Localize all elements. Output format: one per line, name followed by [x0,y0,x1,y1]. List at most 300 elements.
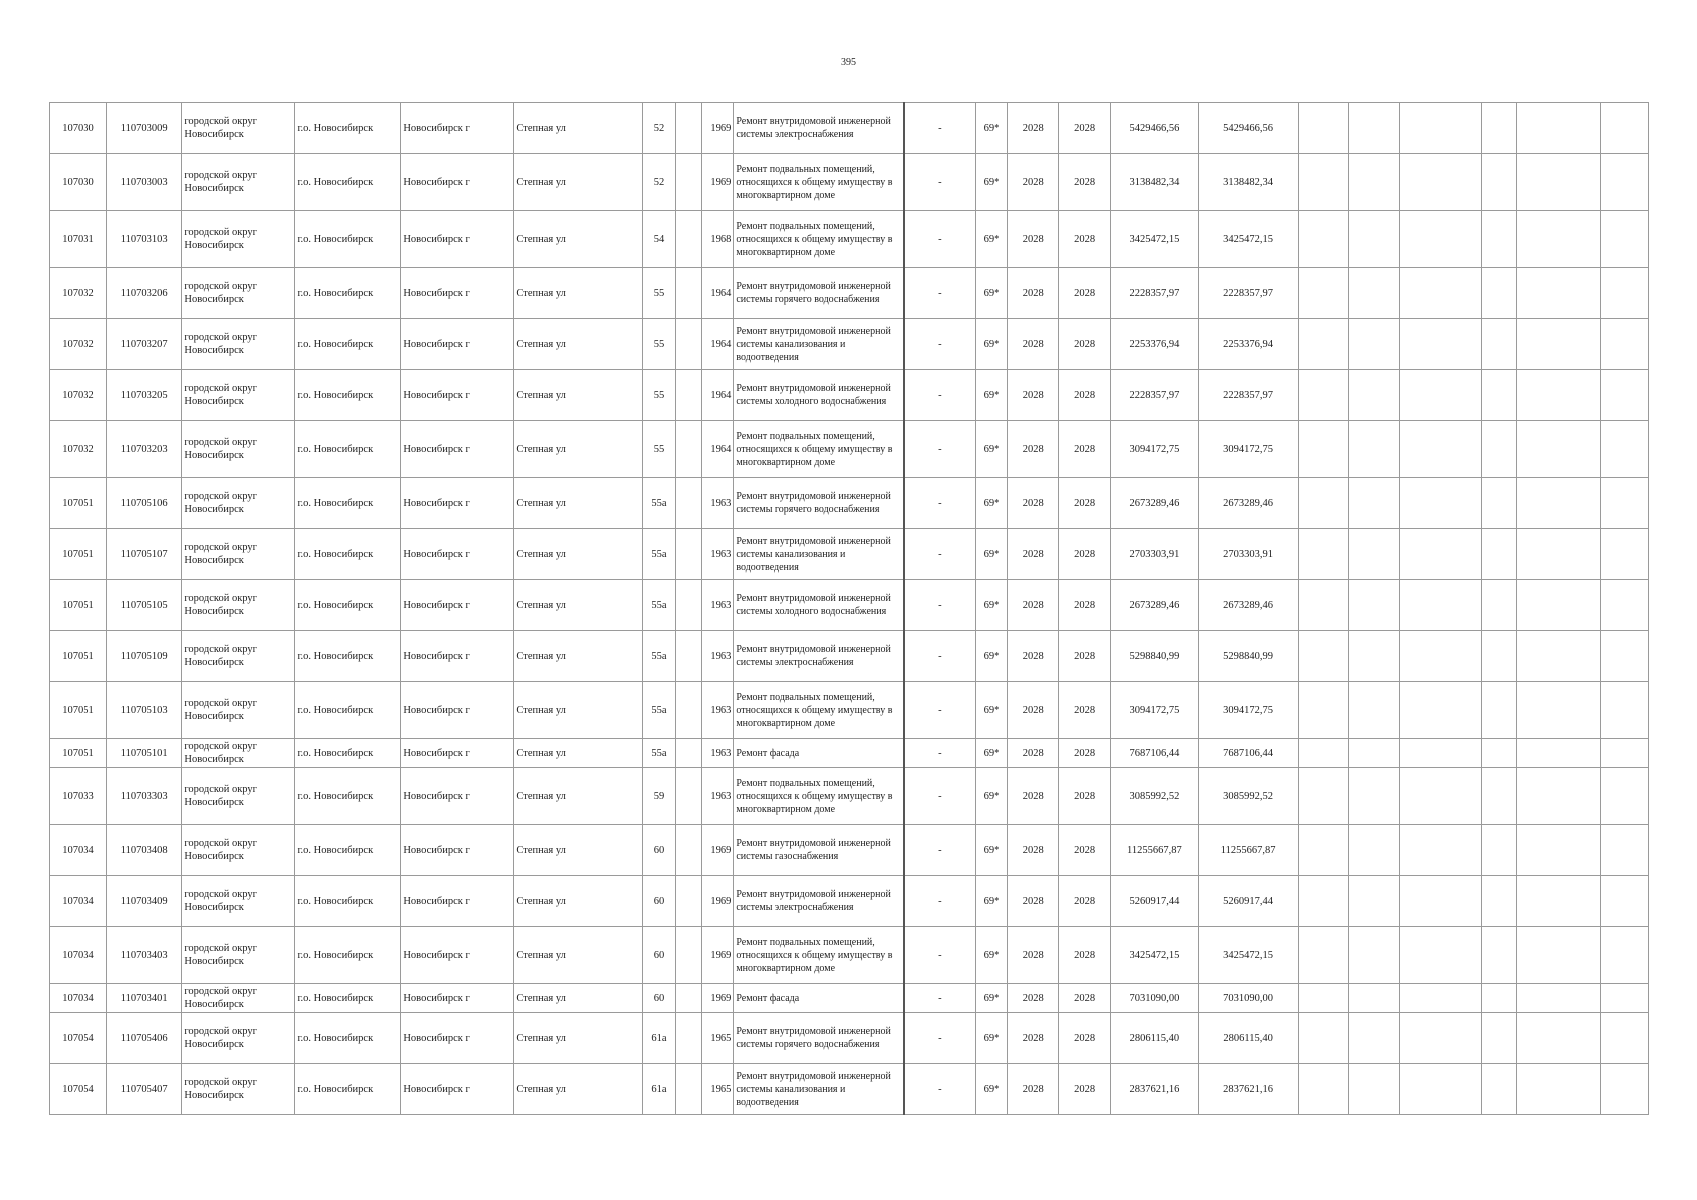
row-city: Новосибирск г [401,580,514,631]
row-city: Новосибирск г [401,927,514,984]
row-year-start: 2028 [1008,927,1059,984]
row-id: 107032 [50,319,107,370]
row-year: 1969 [701,927,734,984]
row-empty [1481,370,1517,421]
row-year-end: 2028 [1059,631,1111,682]
row-empty [1298,103,1349,154]
row-empty [1349,103,1400,154]
row-year: 1963 [701,478,734,529]
row-city: Новосибирск г [401,370,514,421]
row-num: 69* [975,984,1008,1013]
row-empty [1517,876,1601,927]
row-work: Ремонт фасада [734,984,904,1013]
row-year-end: 2028 [1059,529,1111,580]
row-work: Ремонт внутридомовой инженерной системы горячего водоснабжения [734,1013,904,1064]
row-empty [1600,154,1648,211]
row-year: 1964 [701,268,734,319]
row-empty [1481,768,1517,825]
row-empty [1481,103,1517,154]
row-empty [1400,984,1481,1013]
row-work: Ремонт внутридомовой инженерной системы холодного водоснабжения [734,370,904,421]
row-year-end: 2028 [1059,580,1111,631]
table-row [50,268,1649,319]
row-cost-total: 3138482,34 [1198,154,1298,211]
row-empty [1600,268,1648,319]
row-cost-total: 2228357,97 [1198,370,1298,421]
row-num: 69* [975,421,1008,478]
row-dash: - [904,580,975,631]
row-empty [1481,1013,1517,1064]
row-empty [1481,1064,1517,1115]
row-cost: 11255667,87 [1111,825,1199,876]
row-empty [1349,927,1400,984]
row-empty [1481,739,1517,768]
row-work: Ремонт внутридомовой инженерной системы канализования и водоотведения [734,529,904,580]
row-num: 69* [975,876,1008,927]
row-num: 69* [975,768,1008,825]
row-cost-total: 3094172,75 [1198,421,1298,478]
row-code: 110703003 [107,154,182,211]
row-empty [1349,984,1400,1013]
row-id: 107032 [50,268,107,319]
row-code: 110705103 [107,682,182,739]
row-year-start: 2028 [1008,682,1059,739]
row-municipality: г.о. Новосибирск [295,580,401,631]
row-num: 69* [975,154,1008,211]
row-municipality: г.о. Новосибирск [295,825,401,876]
row-house: 55а [642,529,676,580]
row-cost: 7031090,00 [1111,984,1199,1013]
row-empty [1400,768,1481,825]
row-empty [1349,1013,1400,1064]
row-empty [1517,478,1601,529]
row-district: городской округ Новосибирск [182,927,295,984]
row-empty [1600,739,1648,768]
row-empty [1517,529,1601,580]
row-id: 107051 [50,739,107,768]
row-empty [1517,103,1601,154]
row-id: 107051 [50,580,107,631]
row-empty [1349,370,1400,421]
row-empty [676,876,701,927]
row-work: Ремонт подвальных помещений, относящихся к общему имуществу в многоквартирном доме [734,421,904,478]
row-cost: 3138482,34 [1111,154,1199,211]
row-year-start: 2028 [1008,319,1059,370]
row-cost-total: 2806115,40 [1198,1013,1298,1064]
row-street: Степная ул [514,103,642,154]
row-empty [1349,478,1400,529]
row-district: городской округ Новосибирск [182,154,295,211]
row-dash: - [904,682,975,739]
row-year-end: 2028 [1059,1013,1111,1064]
row-empty [1400,319,1481,370]
row-year: 1963 [701,631,734,682]
row-year: 1963 [701,580,734,631]
row-empty [1349,529,1400,580]
row-cost-total: 5429466,56 [1198,103,1298,154]
row-cost: 2228357,97 [1111,370,1199,421]
table-row [50,1064,1649,1115]
row-cost-total: 2228357,97 [1198,268,1298,319]
row-empty [1481,154,1517,211]
row-empty [1400,1013,1481,1064]
row-id: 107034 [50,927,107,984]
row-year: 1964 [701,421,734,478]
row-street: Степная ул [514,319,642,370]
row-street: Степная ул [514,1064,642,1115]
row-empty [1481,268,1517,319]
table-row [50,1013,1649,1064]
table-row [50,154,1649,211]
row-work: Ремонт внутридомовой инженерной системы электроснабжения [734,876,904,927]
row-code: 110705106 [107,478,182,529]
row-empty [1400,268,1481,319]
row-city: Новосибирск г [401,984,514,1013]
row-house: 54 [642,211,676,268]
table-row [50,876,1649,927]
row-city: Новосибирск г [401,478,514,529]
row-num: 69* [975,370,1008,421]
row-empty [1517,1013,1601,1064]
row-year-start: 2028 [1008,1064,1059,1115]
table-row [50,984,1649,1013]
row-cost: 2228357,97 [1111,268,1199,319]
row-city: Новосибирск г [401,876,514,927]
row-empty [1349,631,1400,682]
row-municipality: г.о. Новосибирск [295,682,401,739]
row-code: 110703303 [107,768,182,825]
row-municipality: г.о. Новосибирск [295,739,401,768]
row-municipality: г.о. Новосибирск [295,154,401,211]
row-id: 107051 [50,529,107,580]
row-empty [1349,211,1400,268]
row-year: 1968 [701,211,734,268]
row-city: Новосибирск г [401,154,514,211]
row-code: 110705406 [107,1013,182,1064]
row-id: 107030 [50,103,107,154]
row-municipality: г.о. Новосибирск [295,876,401,927]
row-empty [1481,580,1517,631]
row-dash: - [904,1064,975,1115]
table-row [50,825,1649,876]
row-empty [1298,927,1349,984]
row-empty [1400,682,1481,739]
row-work: Ремонт внутридомовой инженерной системы электроснабжения [734,103,904,154]
row-empty [1400,370,1481,421]
row-empty [1298,268,1349,319]
row-empty [1600,370,1648,421]
row-municipality: г.о. Новосибирск [295,370,401,421]
row-year-start: 2028 [1008,370,1059,421]
row-empty [1349,154,1400,211]
row-municipality: г.о. Новосибирск [295,631,401,682]
row-empty [1400,211,1481,268]
row-empty [1517,631,1601,682]
row-empty [1600,631,1648,682]
row-empty [1600,825,1648,876]
row-id: 107032 [50,370,107,421]
row-cost: 7687106,44 [1111,739,1199,768]
row-work: Ремонт внутридомовой инженерной системы холодного водоснабжения [734,580,904,631]
row-year-start: 2028 [1008,268,1059,319]
row-work: Ремонт внутридомовой инженерной системы электроснабжения [734,631,904,682]
row-work: Ремонт фасада [734,739,904,768]
row-code: 110705109 [107,631,182,682]
row-dash: - [904,478,975,529]
row-empty [1481,211,1517,268]
row-cost: 5429466,56 [1111,103,1199,154]
row-empty [1298,984,1349,1013]
row-house: 61а [642,1064,676,1115]
row-num: 69* [975,739,1008,768]
row-house: 55а [642,478,676,529]
row-empty [1298,529,1349,580]
row-year-start: 2028 [1008,876,1059,927]
row-district: городской округ Новосибирск [182,529,295,580]
row-empty [676,154,701,211]
row-district: городской округ Новосибирск [182,211,295,268]
row-num: 69* [975,631,1008,682]
row-empty [676,631,701,682]
row-work: Ремонт внутридомовой инженерной системы газоснабжения [734,825,904,876]
row-empty [1517,984,1601,1013]
row-year-start: 2028 [1008,154,1059,211]
row-city: Новосибирск г [401,768,514,825]
row-code: 110705407 [107,1064,182,1115]
row-empty [1298,631,1349,682]
row-empty [1600,876,1648,927]
row-year-end: 2028 [1059,876,1111,927]
row-cost-total: 3425472,15 [1198,927,1298,984]
row-city: Новосибирск г [401,631,514,682]
row-work: Ремонт подвальных помещений, относящихся к общему имуществу в многоквартирном доме [734,682,904,739]
row-empty [1600,478,1648,529]
row-empty [1400,421,1481,478]
row-year-end: 2028 [1059,984,1111,1013]
row-house: 55а [642,739,676,768]
row-street: Степная ул [514,211,642,268]
row-empty [1517,1064,1601,1115]
row-empty [1481,825,1517,876]
row-work: Ремонт подвальных помещений, относящихся к общему имуществу в многоквартирном доме [734,154,904,211]
table-row [50,768,1649,825]
row-empty [1298,478,1349,529]
row-municipality: г.о. Новосибирск [295,268,401,319]
row-year: 1969 [701,154,734,211]
row-municipality: г.о. Новосибирск [295,1013,401,1064]
row-code: 110703103 [107,211,182,268]
row-empty [1517,268,1601,319]
row-num: 69* [975,825,1008,876]
table-row [50,682,1649,739]
row-house: 55 [642,319,676,370]
row-city: Новосибирск г [401,268,514,319]
row-year-end: 2028 [1059,370,1111,421]
row-code: 110703409 [107,876,182,927]
table-row [50,631,1649,682]
row-num: 69* [975,927,1008,984]
row-year-end: 2028 [1059,1064,1111,1115]
table-row [50,927,1649,984]
row-district: городской округ Новосибирск [182,825,295,876]
row-dash: - [904,984,975,1013]
row-empty [676,319,701,370]
row-year-end: 2028 [1059,825,1111,876]
row-cost-total: 7031090,00 [1198,984,1298,1013]
row-empty [1298,1064,1349,1115]
row-year-start: 2028 [1008,211,1059,268]
row-street: Степная ул [514,984,642,1013]
row-empty [1298,580,1349,631]
row-id: 107030 [50,154,107,211]
row-dash: - [904,529,975,580]
row-cost-total: 3094172,75 [1198,682,1298,739]
row-cost-total: 7687106,44 [1198,739,1298,768]
row-street: Степная ул [514,421,642,478]
row-id: 107051 [50,631,107,682]
row-street: Степная ул [514,876,642,927]
row-empty [1600,1013,1648,1064]
row-city: Новосибирск г [401,825,514,876]
row-empty [676,1013,701,1064]
row-empty [1349,876,1400,927]
row-work: Ремонт внутридомовой инженерной системы горячего водоснабжения [734,478,904,529]
row-num: 69* [975,1013,1008,1064]
row-municipality: г.о. Новосибирск [295,103,401,154]
row-empty [676,739,701,768]
row-empty [1400,580,1481,631]
row-empty [676,370,701,421]
row-empty [676,927,701,984]
row-municipality: г.о. Новосибирск [295,1064,401,1115]
row-empty [1481,421,1517,478]
row-street: Степная ул [514,631,642,682]
row-id: 107034 [50,876,107,927]
row-dash: - [904,876,975,927]
row-cost: 3094172,75 [1111,421,1199,478]
row-empty [1400,825,1481,876]
row-city: Новосибирск г [401,1013,514,1064]
row-empty [1298,319,1349,370]
page-number: 395 [841,57,856,68]
row-house: 55 [642,370,676,421]
row-empty [1517,580,1601,631]
row-house: 52 [642,103,676,154]
row-empty [1600,103,1648,154]
row-district: городской округ Новосибирск [182,768,295,825]
row-empty [1349,739,1400,768]
row-cost-total: 11255667,87 [1198,825,1298,876]
row-municipality: г.о. Новосибирск [295,529,401,580]
row-year: 1963 [701,739,734,768]
row-dash: - [904,268,975,319]
row-num: 69* [975,580,1008,631]
row-cost: 3425472,15 [1111,927,1199,984]
row-empty [1298,421,1349,478]
row-house: 60 [642,825,676,876]
row-empty [1517,319,1601,370]
row-id: 107033 [50,768,107,825]
row-dash: - [904,1013,975,1064]
row-city: Новосибирск г [401,211,514,268]
row-empty [1400,154,1481,211]
row-cost: 2673289,46 [1111,580,1199,631]
row-empty [1349,682,1400,739]
row-street: Степная ул [514,739,642,768]
row-empty [1298,876,1349,927]
row-cost: 3085992,52 [1111,768,1199,825]
row-num: 69* [975,319,1008,370]
row-cost-total: 2703303,91 [1198,529,1298,580]
row-empty [1600,768,1648,825]
table-row [50,370,1649,421]
row-year-end: 2028 [1059,682,1111,739]
row-city: Новосибирск г [401,739,514,768]
row-year-end: 2028 [1059,154,1111,211]
row-street: Степная ул [514,1013,642,1064]
row-year-start: 2028 [1008,421,1059,478]
row-empty [1481,682,1517,739]
row-year: 1963 [701,529,734,580]
row-empty [1517,768,1601,825]
row-year-end: 2028 [1059,319,1111,370]
row-district: городской округ Новосибирск [182,478,295,529]
row-municipality: г.о. Новосибирск [295,319,401,370]
row-empty [1400,103,1481,154]
row-year-start: 2028 [1008,631,1059,682]
row-empty [1481,631,1517,682]
row-cost-total: 5298840,99 [1198,631,1298,682]
row-municipality: г.о. Новосибирск [295,421,401,478]
row-empty [1517,211,1601,268]
row-empty [1517,739,1601,768]
row-street: Степная ул [514,927,642,984]
row-code: 110703206 [107,268,182,319]
row-empty [1600,421,1648,478]
row-year-end: 2028 [1059,103,1111,154]
row-empty [1298,825,1349,876]
row-year-start: 2028 [1008,478,1059,529]
row-dash: - [904,103,975,154]
row-year: 1965 [701,1064,734,1115]
row-dash: - [904,631,975,682]
row-city: Новосибирск г [401,103,514,154]
row-id: 107054 [50,1013,107,1064]
row-empty [1481,529,1517,580]
row-empty [1400,739,1481,768]
row-empty [1400,478,1481,529]
row-empty [1481,319,1517,370]
row-code: 110703009 [107,103,182,154]
row-empty [676,1064,701,1115]
row-cost-total: 2837621,16 [1198,1064,1298,1115]
row-house: 55а [642,631,676,682]
row-year: 1969 [701,825,734,876]
row-dash: - [904,211,975,268]
row-empty [1600,319,1648,370]
row-empty [1400,631,1481,682]
row-cost-total: 2253376,94 [1198,319,1298,370]
row-cost-total: 3425472,15 [1198,211,1298,268]
row-empty [1298,739,1349,768]
row-street: Степная ул [514,825,642,876]
row-work: Ремонт внутридомовой инженерной системы канализования и водоотведения [734,1064,904,1115]
row-empty [1517,421,1601,478]
row-house: 55 [642,268,676,319]
row-municipality: г.о. Новосибирск [295,984,401,1013]
row-year: 1963 [701,682,734,739]
table-row [50,580,1649,631]
